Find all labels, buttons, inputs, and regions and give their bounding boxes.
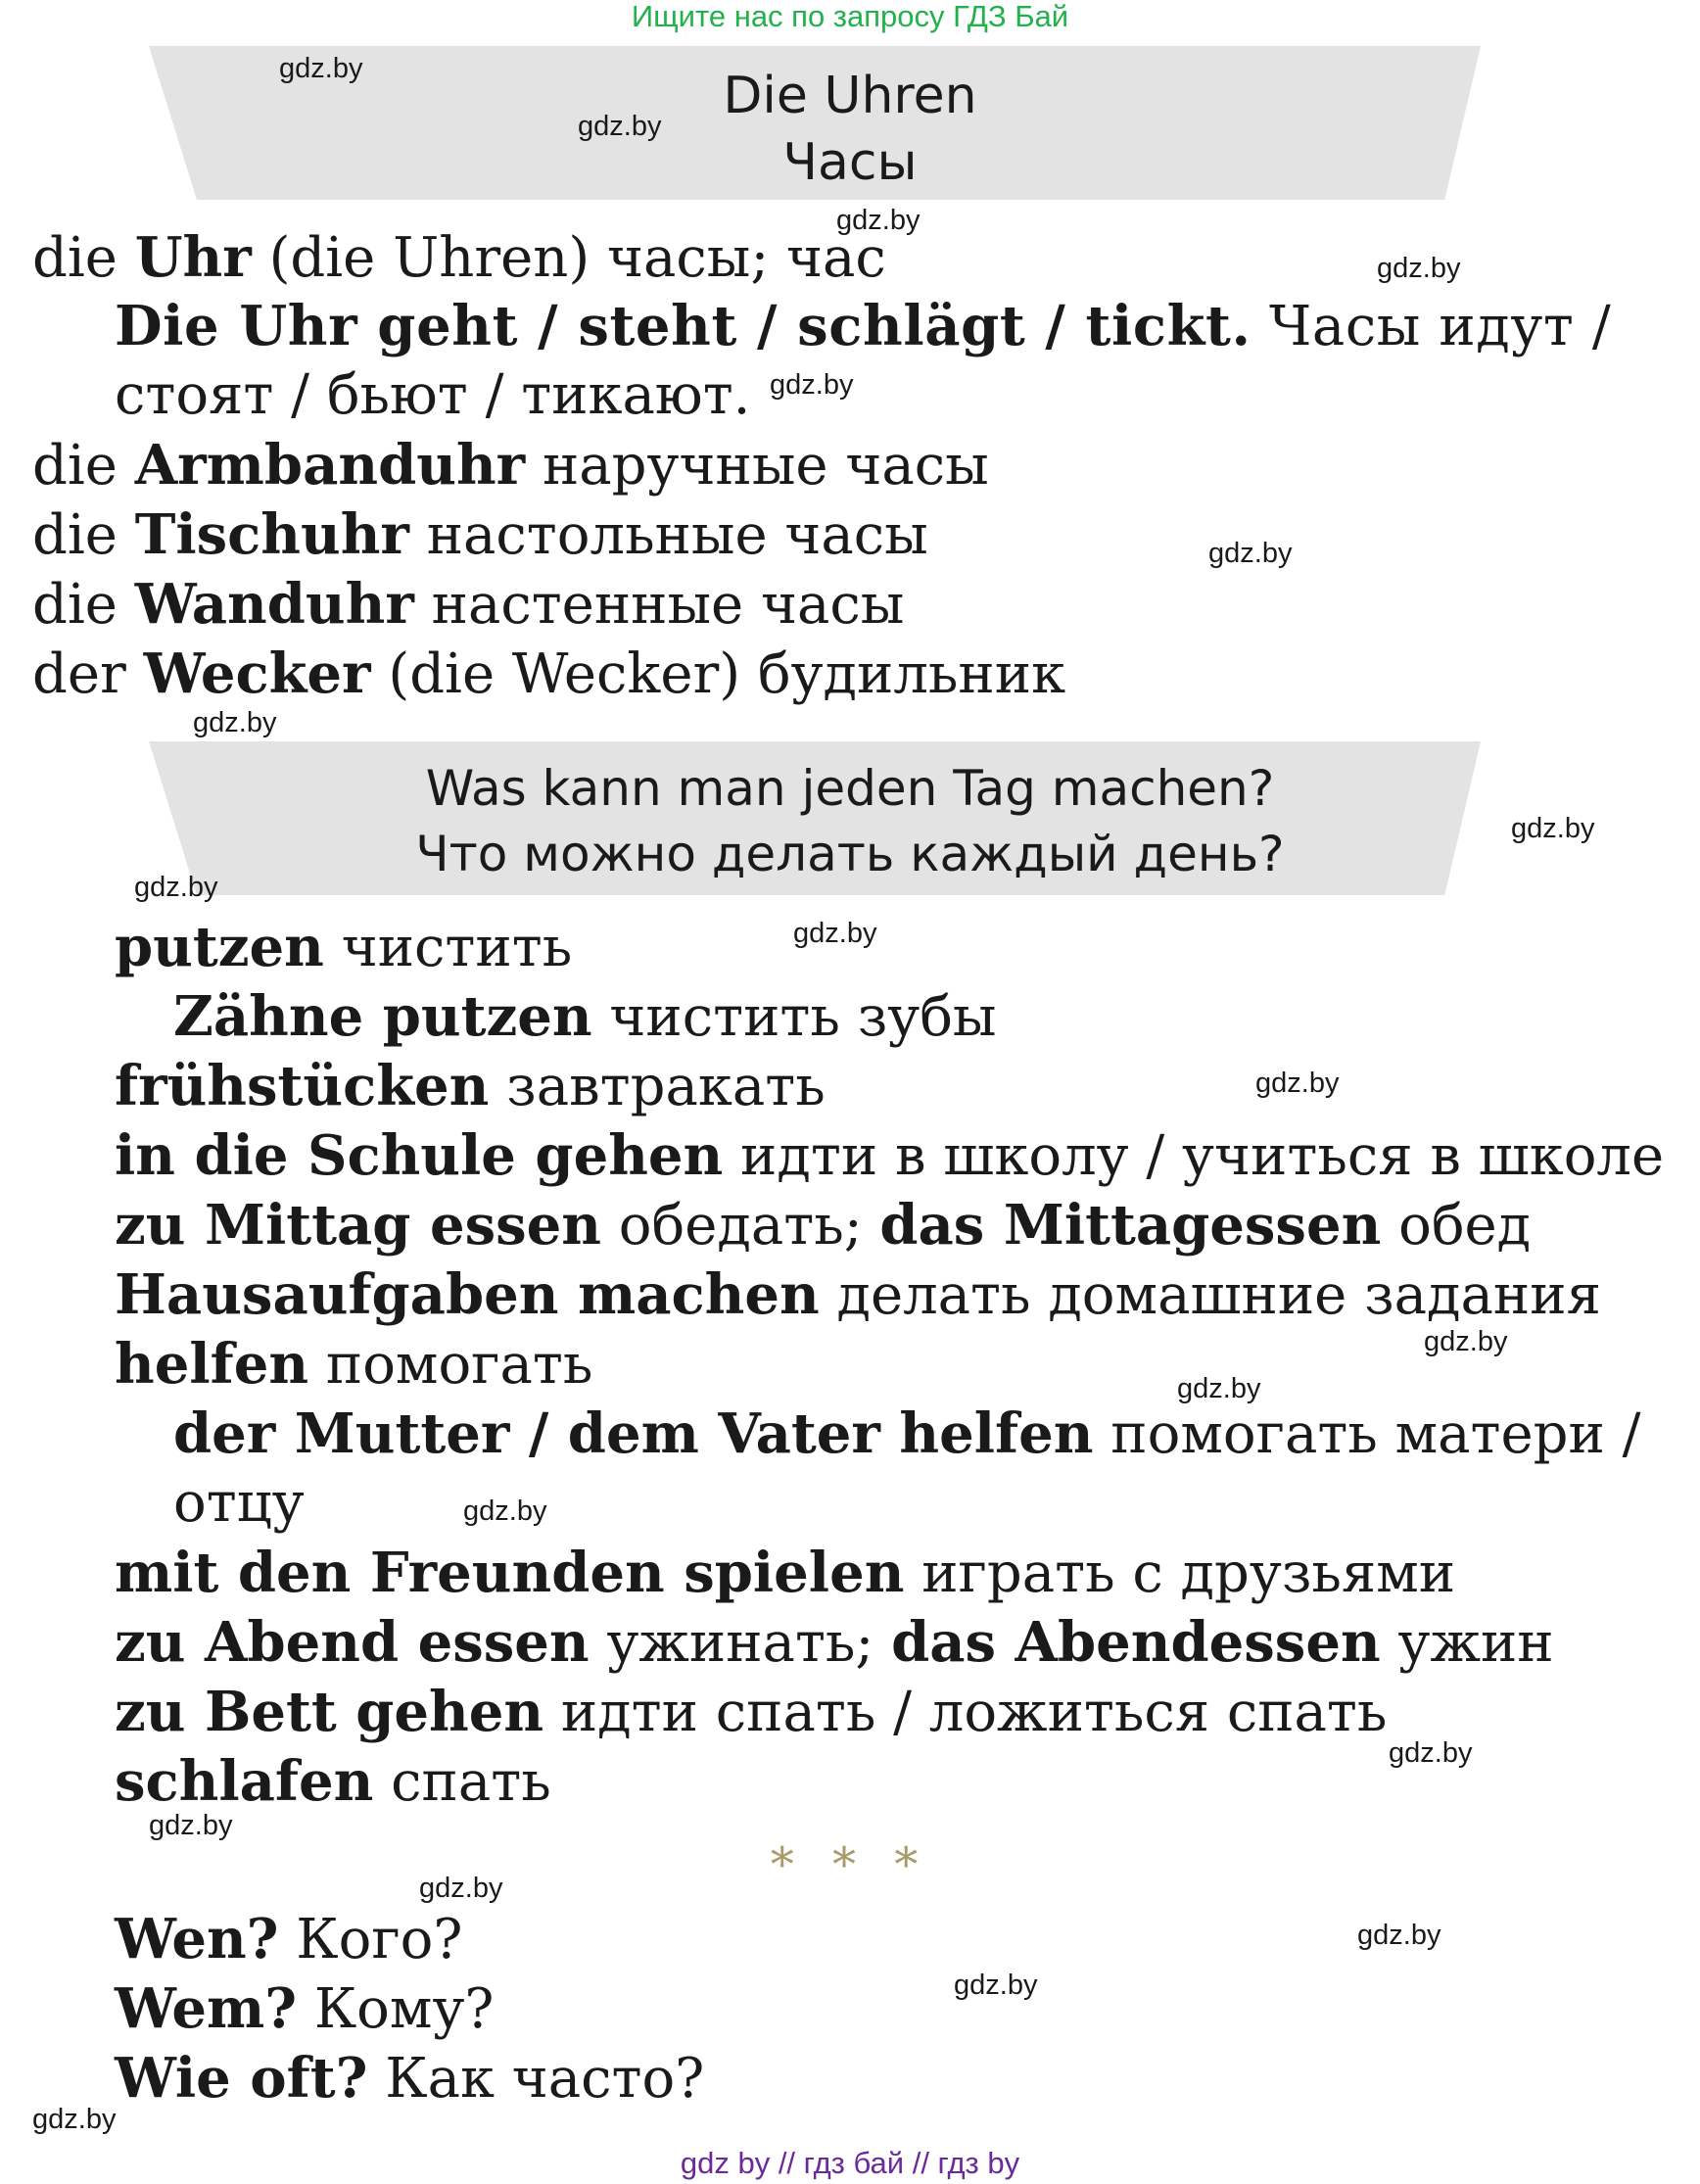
question-entry: Wen? Кого?	[115, 1907, 463, 1971]
vocab-entry: zu Bett gehen идти спать / ложиться спать	[115, 1680, 1388, 1744]
vocab-entry: zu Mittag essen обедать; das Mittagessen обед	[115, 1193, 1532, 1258]
vocab-entry: in die Schule gehen идти в школу / учиться в школе	[115, 1123, 1665, 1188]
vocab-entry: der Wecker (die Wecker) будильник	[32, 641, 1066, 706]
watermark-text: gdz.by	[1357, 1920, 1441, 1951]
section-title-ru: Часы	[782, 133, 918, 192]
vocab-entry: die Armbanduhr наручные часы	[32, 433, 989, 498]
footer-links[interactable]: gdz by // гдз бай // гдз by	[680, 2146, 1020, 2180]
section-title-ru: Что можно делать каждый день?	[415, 826, 1285, 882]
watermark-text: gdz.by	[793, 918, 877, 949]
watermark-text: gdz.by	[836, 205, 921, 236]
vocab-entry: Hausaufgaben machen делать домашние задания	[115, 1262, 1601, 1327]
vocab-entry: frühstücken завтракать	[115, 1054, 826, 1118]
vocab-example-continued: отцу	[173, 1471, 305, 1535]
section-title-de: Was kann man jeden Tag machen?	[425, 760, 1275, 817]
vocab-example: Zähne putzen чистить зубы	[173, 984, 997, 1049]
question-entry: Wem? Кому?	[115, 1976, 495, 2041]
vocab-example-continued: стоят / бьют / тикают.	[115, 363, 751, 427]
vocab-entry: schlafen спать	[115, 1749, 551, 1814]
vocab-entry: helfen помогать	[115, 1332, 593, 1397]
section-title-de: Die Uhren	[723, 67, 977, 125]
vocab-entry: die Tischuhr настольные часы	[32, 502, 928, 567]
watermark-text: gdz.by	[32, 2104, 117, 2135]
watermark-text: gdz.by	[1255, 1068, 1340, 1099]
vocab-example: Die Uhr geht / steht / schlägt / tickt. Часы идут /	[115, 294, 1612, 358]
watermark-text: gdz.by	[279, 53, 363, 84]
section-divider-stars: * * *	[770, 1837, 930, 1892]
watermark-text: gdz.by	[134, 872, 218, 903]
vocab-entry: mit den Freunden spielen играть с друзьями	[115, 1541, 1456, 1605]
question-entry: Wie oft? Как часто?	[115, 2046, 705, 2111]
watermark-text: gdz.by	[578, 111, 662, 142]
watermark-text: gdz.by	[193, 707, 277, 738]
watermark-text: gdz.by	[1389, 1737, 1473, 1769]
watermark-text: gdz.by	[463, 1496, 547, 1527]
vocab-entry: die Wanduhr настенные часы	[32, 572, 905, 637]
watermark-text: gdz.by	[419, 1873, 503, 1904]
watermark-text: gdz.by	[1424, 1326, 1508, 1357]
top-banner-link[interactable]: Ищите нас по запросу ГДЗ Бай	[631, 0, 1069, 33]
watermark-text: gdz.by	[954, 1970, 1038, 2001]
vocab-entry: zu Abend essen ужинать; das Abendessen ужин	[115, 1610, 1554, 1675]
watermark-text: gdz.by	[770, 369, 854, 401]
watermark-text: gdz.by	[149, 1810, 233, 1841]
watermark-text: gdz.by	[1377, 253, 1461, 284]
vocab-entry: die Uhr (die Uhren) часы; час	[32, 225, 886, 290]
watermark-text: gdz.by	[1177, 1373, 1261, 1404]
watermark-text: gdz.by	[1511, 813, 1595, 844]
vocab-entry: putzen чистить	[115, 915, 573, 979]
vocab-example: der Mutter / dem Vater helfen помогать матери /	[173, 1401, 1641, 1466]
watermark-text: gdz.by	[1208, 538, 1293, 569]
